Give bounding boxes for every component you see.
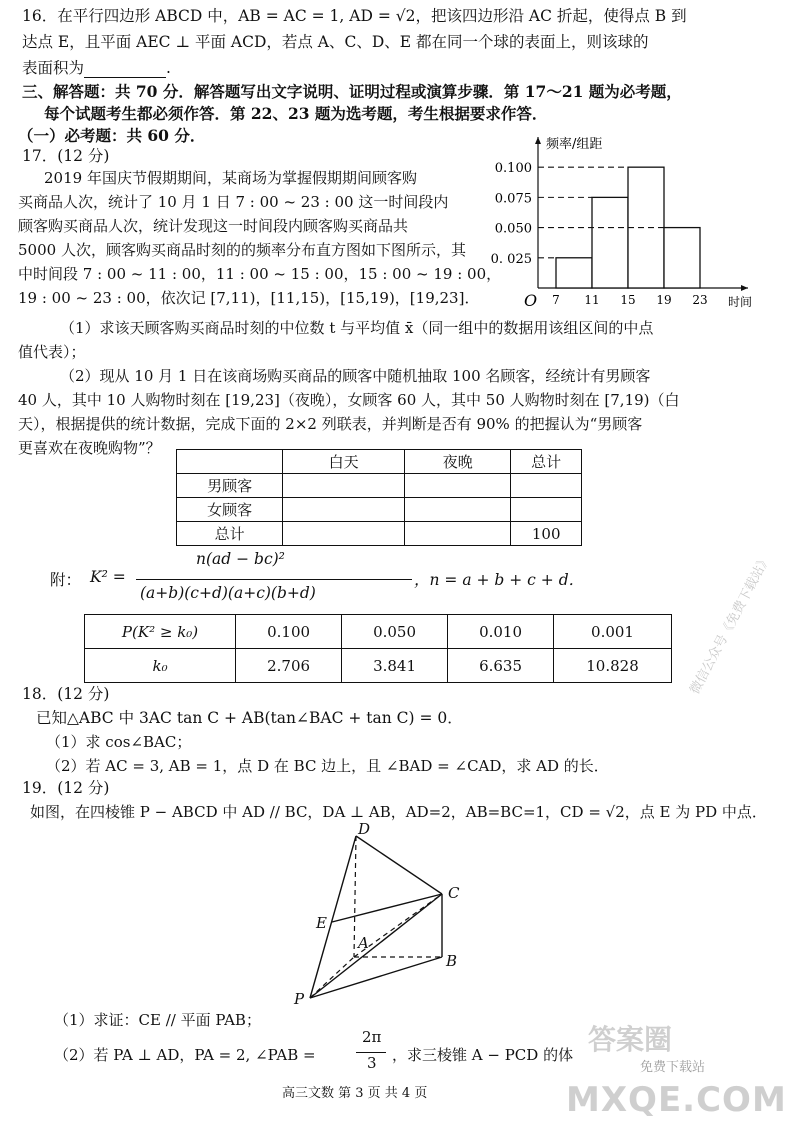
q17-s2d: 更喜欢在夜晚购物”？ [18, 439, 161, 457]
q18-l3: （2）若 AC = 3, AB = 1，点 D 在 BC 边上，且 ∠BAD = ∠CAD，求 AD 的长． [46, 757, 609, 775]
y-axis-label: 频率/组距 [546, 137, 603, 152]
table-cell [405, 474, 511, 498]
table-cell: 男顾客 [177, 474, 283, 498]
pyramid-figure [280, 816, 480, 1012]
table-cell: 3.841 [342, 649, 448, 683]
table-header-cell: 白天 [283, 450, 405, 474]
table-row [177, 498, 582, 522]
edge-pc [310, 894, 442, 998]
logo-answer-circle: 答案圈 [588, 1023, 673, 1056]
table-cell [511, 474, 582, 498]
q19-s1: （1）求证：CE // 平面 PAB； [54, 1011, 261, 1029]
table-cell: 0.010 [448, 615, 554, 649]
q17-p5: 中时间段 7 : 00 ~ 11 : 00，11 : 00 ~ 15 : 00，15 : 00 ~ 19 : 00， [18, 265, 502, 283]
fraction-denominator: 3 [367, 1054, 377, 1072]
histogram-bar [556, 258, 592, 288]
q16-line2: 达点 E，且平面 AEC ⊥ 平面 ACD，若点 A、C、D、E 都在同一个球的表面上，则该球的 [22, 33, 649, 51]
watermark-text: 微信公众号《免费下载站》 [687, 552, 775, 697]
q17-p3: 顾客购买商品人次，统计发现这一时间段内顾客购买商品共 [18, 217, 409, 235]
formula-denominator: (a+b)(c+d)(a+c)(b+d) [140, 584, 316, 602]
q17-head: 17．(12 分) [22, 147, 110, 165]
table-row-label: P(K² ≥ k₀) [85, 615, 236, 649]
q19-l1: 如图，在四棱锥 P − ABCD 中 AD // BC，DA ⊥ AB，AD=2，AB=BC=1，CD = √2，点 E 为 PD 中点． [30, 803, 767, 821]
y-tick-label: 0. 025 [490, 251, 532, 267]
q17-s2a: （2）现从 10 月 1 日在该商场购买商品的顾客中随机抽取 100 名顾客，经统计有男顾客 [60, 367, 651, 385]
formula-lhs: K² = [90, 568, 126, 586]
q18-l2: （1）求 cos∠BAC； [46, 733, 192, 751]
q19-s2-tail: ，求三棱锥 A − PCD 的体 [392, 1046, 574, 1064]
q16-end: . [166, 59, 171, 77]
x-tick-label: 15 [620, 293, 636, 307]
y-tick-label: 0.075 [494, 191, 532, 207]
q18-l1: 已知△ABC 中 3AC tan C + AB(tan∠BAC + tan C) = 0． [36, 709, 463, 727]
y-axis-arrow [535, 137, 541, 144]
label-a: A [358, 934, 369, 952]
x-axis-arrow [741, 285, 748, 291]
label-p: P [294, 990, 305, 1008]
q17-p1: 2019 年国庆节假期期间，某商场为掌握假期期间顾客购 [44, 169, 417, 187]
formula-prefix: 附： [50, 571, 82, 589]
label-e: E [316, 914, 327, 932]
table-cell [283, 522, 405, 546]
section3-line1: 三、解答题：共 70 分．解答题写出文字说明、证明过程或演算步骤．第 17～21 题为必考题， [22, 82, 682, 101]
section3-sub: （一）必考题：共 60 分． [18, 126, 206, 145]
table-row [85, 649, 672, 683]
q17-s1b: 值代表）； [18, 343, 86, 361]
q17-p2: 买商品人次，统计了 10 月 1 日 7 : 00 ~ 23 : 00 这一时间段内 [18, 193, 449, 211]
q17-s2c: 天），根据提供的统计数据，完成下面的 2×2 列联表，并判断是否有 90% 的把握认为“男顾客 [18, 415, 643, 433]
edge-pb [310, 957, 442, 998]
x-tick-label: 23 [692, 293, 708, 307]
q16-line1: 16．在平行四边形 ABCD 中，AB = AC = 1, AD = √2，把该四边形沿 AC 折起，使得点 B 到 [22, 7, 687, 25]
formula-tail: ，n = a + b + c + d． [414, 571, 585, 589]
table-header-cell: 夜晚 [405, 450, 511, 474]
table-row-label: k₀ [85, 649, 236, 683]
q16-line3 [22, 58, 171, 78]
x-tick-label: 11 [584, 293, 600, 307]
table-cell: 6.635 [448, 649, 554, 683]
x-tick-label: 19 [656, 293, 672, 307]
histogram-bar [664, 228, 700, 288]
table-cell: 0.100 [236, 615, 342, 649]
q16-text: 表面积为 [22, 59, 85, 77]
table-cell [283, 474, 405, 498]
edge-da [354, 836, 356, 957]
y-tick-label: 0.100 [494, 161, 532, 177]
edge-dc [356, 836, 442, 894]
table-cell: 总计 [177, 522, 283, 546]
table-cell: 0.050 [342, 615, 448, 649]
table-row [177, 474, 582, 498]
q17-s2b: 40 人，其中 10 人购物时刻在 [19,23]（夜晚），女顾客 60 人，其中 50 人购物时刻在 [7,19)（白 [18, 391, 680, 409]
histogram-bar [592, 197, 628, 288]
section3-line2: 每个试题考生都必须作答．第 22、23 题为选考题，考生根据要求作答． [44, 104, 548, 123]
table-cell [511, 498, 582, 522]
q19-head: 19．(12 分) [22, 779, 110, 797]
frequency-histogram [490, 132, 752, 312]
logo-site-name: 免费下载站 [640, 1060, 706, 1075]
fraction-numerator: 2π [362, 1028, 382, 1046]
label-c: C [448, 884, 460, 902]
q18-head: 18．(12 分) [22, 685, 110, 703]
answer-blank [84, 63, 166, 78]
fraction-bar [356, 1052, 386, 1053]
fraction-bar [136, 579, 412, 580]
y-tick-label: 0.050 [494, 221, 532, 237]
table-cell [405, 522, 511, 546]
q19-s2-text: （2）若 PA ⊥ AD，PA = 2, ∠PAB = [54, 1046, 316, 1064]
table-header-cell [177, 450, 283, 474]
segment-ec [332, 894, 442, 922]
critical-value-table [84, 614, 672, 683]
contingency-table [176, 449, 582, 546]
q17-p6: 19 : 00 ~ 23 : 00，依次记 [7,11)，[11,15)，[15,19)，[19,23]． [18, 289, 480, 307]
x-axis-label: 时间 [728, 295, 753, 309]
label-d: D [358, 820, 371, 838]
logo-mxqe: MXQE.COM [566, 1080, 787, 1120]
table-cell: 10.828 [554, 649, 672, 683]
x-tick-label: 7 [552, 293, 560, 307]
q17-p4: 5000 人次，顾客购买商品时刻的的频率分布直方图如下图所示，其 [18, 241, 466, 259]
formula-numerator: n(ad − bc)² [196, 550, 285, 568]
table-cell [405, 498, 511, 522]
origin-label: O [524, 291, 538, 310]
q17-s1a: （1）求该天顾客购买商品时刻的中位数 t 与平均值 x̄（同一组中的数据用该组区间的中点 [60, 319, 654, 337]
table-row [177, 522, 582, 546]
table-cell: 0.001 [554, 615, 672, 649]
table-row [85, 615, 672, 649]
page-footer: 高三文数 第 3 页 共 4 页 [282, 1086, 428, 1101]
label-b: B [446, 952, 458, 970]
table-cell [283, 498, 405, 522]
table-cell: 女顾客 [177, 498, 283, 522]
table-cell: 100 [511, 522, 582, 546]
table-header-cell: 总计 [511, 450, 582, 474]
table-cell: 2.706 [236, 649, 342, 683]
